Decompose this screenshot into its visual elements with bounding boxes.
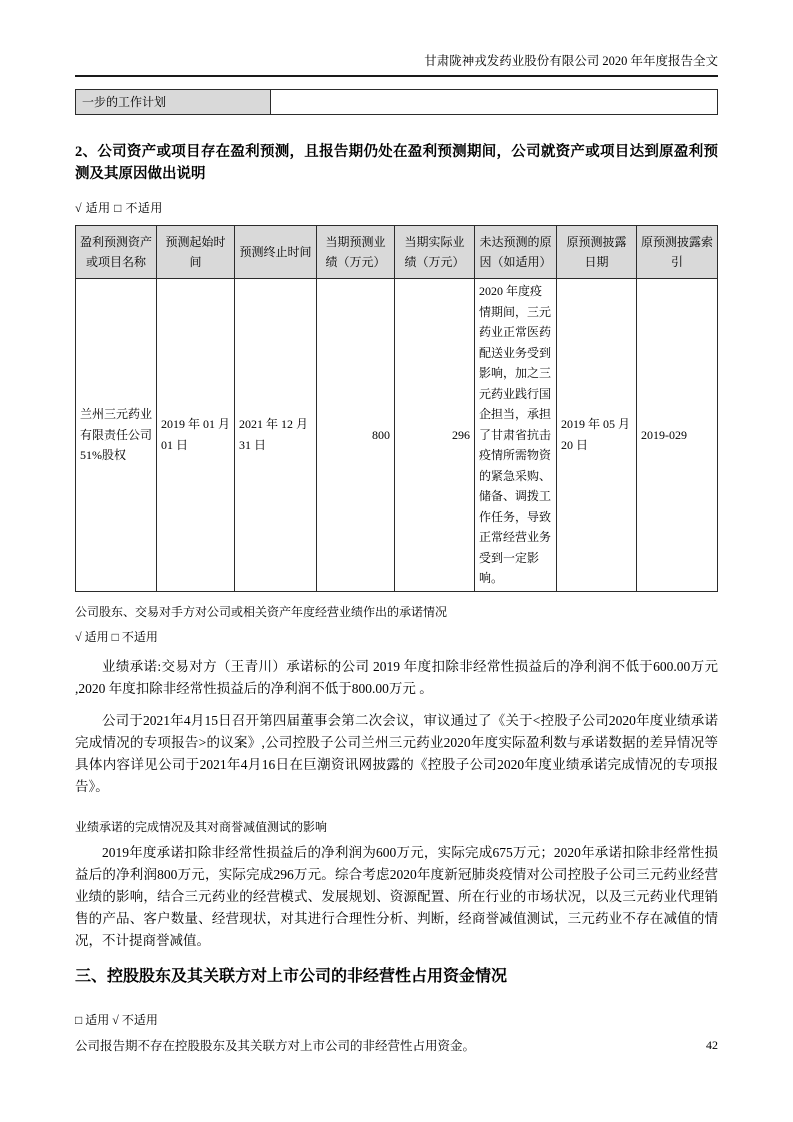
- col-header-miss-reason: 未达预测的原因（如适用）: [475, 226, 557, 279]
- applicability-line: √ 适用 □ 不适用: [75, 201, 163, 215]
- cell-forecast-end: 2021 年 12 月 31 日: [235, 279, 317, 592]
- cell-asset-name: 兰州三元药业有限责任公司51%股权: [76, 279, 157, 592]
- col-header-disclosure-index: 原预测披露索引: [637, 226, 718, 279]
- cell-disclosure-index: 2019-029: [637, 279, 718, 592]
- fund-occupation-statement: 公司报告期不存在控股股东及其关联方对上市公司的非经营性占用资金。: [75, 1038, 476, 1053]
- table-row: [76, 279, 718, 592]
- cell-forecast-result: 800: [317, 279, 395, 592]
- table-row: [76, 90, 718, 115]
- commitment-note-label: 公司股东、交易对手方对公司或相关资产年度经营业绩作出的承诺情况: [75, 604, 448, 619]
- header-title: 甘肃陇神戎发药业股份有限公司 2020 年年度报告全文: [424, 54, 718, 68]
- carryover-table: [75, 89, 718, 115]
- col-header-disclosure-date: 原预测披露日期: [557, 226, 637, 279]
- page-number: 42: [706, 1038, 718, 1052]
- col-header-forecast-result: 当期预测业绩（万元）: [317, 226, 395, 279]
- paragraph-board-meeting: 公司于2021年4月15日召开第四届董事会第二次会议，审议通过了《关于<控股子公司2020年度业绩承诺完成情况的专项报告>的议案》,公司控股子公司兰州三元药业2020年度实际盈利数与承诺数据的差异情况等具体内容详见公司于2021年4月16日在巨潮资讯网披露的《控股子公司2020年度业绩承诺完成情况的专项报告》。: [75, 712, 718, 794]
- col-header-asset-name: 盈利预测资产或项目名称: [76, 226, 157, 279]
- table-header-row: [76, 226, 718, 279]
- cell-disclosure-date: 2019 年 05 月 20 日: [557, 279, 637, 592]
- running-header: [75, 0, 718, 77]
- cell-miss-reason: 2020 年度疫情期间，三元药业正常医药配送业务受到影响，加之三元药业践行国企担当，承担了甘肃省抗击疫情所需物资的紧急采购、储备、调拨工作任务，导致正常经营业务受到一定影响。: [475, 279, 557, 592]
- profit-forecast-table: [75, 225, 718, 592]
- applicability-line: √ 适用 □ 不适用: [75, 629, 158, 644]
- paragraph-performance-commitment: 业绩承诺:交易对方（王青川）承诺标的公司 2019 年度扣除非经常性损益后的净利润不低于600.00万元 ,2020 年度扣除非经常性损益后的净利润不低于800.00万元 。: [75, 658, 718, 696]
- cell-actual-result: 296: [395, 279, 475, 592]
- col-header-forecast-start: 预测起始时间: [157, 226, 235, 279]
- section-heading-profit-forecast: 2、公司资产或项目存在盈利预测，且报告期仍处在盈利预测期间，公司就资产或项目达到原盈利预测及其原因做出说明: [75, 144, 718, 182]
- carryover-label-cell: 一步的工作计划: [76, 90, 271, 115]
- col-header-forecast-end: 预测终止时间: [235, 226, 317, 279]
- carryover-value-cell: [271, 90, 718, 115]
- col-header-actual-result: 当期实际业绩（万元）: [395, 226, 475, 279]
- applicability-line: □ 适用 √ 不适用: [75, 1012, 158, 1027]
- goodwill-impairment-label: 业绩承诺的完成情况及其对商誉减值测试的影响: [75, 819, 328, 834]
- paragraph-goodwill-test: 2019年度承诺扣除非经常性损益后的净利润为600万元，实际完成675万元；2020年承诺扣除非经常性损益后的净利润800万元，实际完成296万元。综合考虑2020年度新冠肺炎疫情对公司控股子公司三元药业经营业绩的影响，结合三元药业的经营模式、发展规划、资源配置、所在行业的市场状况，以及三元药业代理销售的产品、客户数量、经营现状，对其进行合理性分析、判断，经商誉减值测试，三元药业不存在减值的情况，不计提商誉减值。: [75, 844, 718, 948]
- cell-forecast-start: 2019 年 01 月 01 日: [157, 279, 235, 592]
- page-content: [75, 0, 718, 1054]
- section-heading-fund-occupation: 三、控股股东及其关联方对上市公司的非经营性占用资金情况: [75, 967, 508, 985]
